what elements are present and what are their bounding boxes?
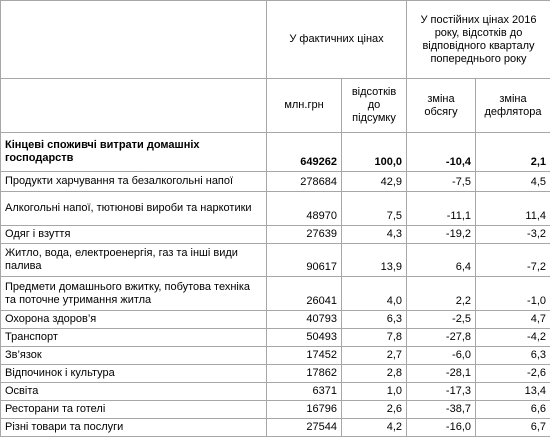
total-deflator: 2,1	[476, 133, 550, 172]
row-deflator: 6,3	[476, 347, 550, 365]
table-row	[1, 244, 550, 277]
table-row	[1, 329, 550, 347]
row-share: 42,9	[342, 172, 407, 192]
header-row-top	[1, 1, 550, 79]
row-volume: -2,5	[407, 311, 476, 329]
col-volume-header: зміна обсягу	[407, 79, 476, 133]
row-volume: -19,2	[407, 226, 476, 244]
row-label: Різні товари та послуги	[1, 419, 267, 437]
row-label: Охорона здоров’я	[1, 311, 267, 329]
table-row	[1, 311, 550, 329]
row-volume: -38,7	[407, 401, 476, 419]
table-row	[1, 277, 550, 311]
row-deflator: -4,2	[476, 329, 550, 347]
col-deflator-header: зміна дефлятора	[476, 79, 550, 133]
row-mln: 27639	[267, 226, 342, 244]
row-share: 2,8	[342, 365, 407, 383]
row-share: 6,3	[342, 311, 407, 329]
row-mln: 90617	[267, 244, 342, 277]
table-row	[1, 365, 550, 383]
row-deflator: 11,4	[476, 192, 550, 226]
row-volume: -6,0	[407, 347, 476, 365]
row-label: Транспорт	[1, 329, 267, 347]
row-label: Ресторани та готелі	[1, 401, 267, 419]
table-row	[1, 172, 550, 192]
actual-prices-header: У фактичних цінах	[267, 1, 407, 79]
row-label: Алкогольні напої, тютюнові вироби та наркотики	[1, 192, 267, 226]
corner-cell-sub	[1, 79, 267, 133]
row-mln: 48970	[267, 192, 342, 226]
row-mln: 6371	[267, 383, 342, 401]
total-volume: -10,4	[407, 133, 476, 172]
row-deflator: -2,6	[476, 365, 550, 383]
row-label: Предмети домашнього вжитку, побутова техніка та поточне утримання житла	[1, 277, 267, 311]
total-label: Кінцеві споживчі витрати домашніх господарств	[1, 133, 267, 172]
row-share: 2,6	[342, 401, 407, 419]
row-deflator: 4,5	[476, 172, 550, 192]
total-row	[1, 133, 550, 172]
corner-cell	[1, 1, 267, 79]
table-row	[1, 401, 550, 419]
row-label: Житло, вода, електроенергія, газ та інші види палива	[1, 244, 267, 277]
row-share: 4,2	[342, 419, 407, 437]
row-mln: 27544	[267, 419, 342, 437]
row-volume: -27,8	[407, 329, 476, 347]
row-deflator: -1,0	[476, 277, 550, 311]
row-share: 2,7	[342, 347, 407, 365]
row-volume: -28,1	[407, 365, 476, 383]
row-mln: 278684	[267, 172, 342, 192]
col-share-header: відсотків до підсумку	[342, 79, 407, 133]
table-row	[1, 419, 550, 437]
row-label: Одяг і взуття	[1, 226, 267, 244]
row-volume: 6,4	[407, 244, 476, 277]
row-share: 7,5	[342, 192, 407, 226]
table-row	[1, 226, 550, 244]
row-volume: -11,1	[407, 192, 476, 226]
total-mln: 649262	[267, 133, 342, 172]
row-deflator: -7,2	[476, 244, 550, 277]
row-mln: 50493	[267, 329, 342, 347]
row-deflator: 4,7	[476, 311, 550, 329]
constant-prices-header: У постійних цінах 2016 року, відсотків до відповідного кварталу попереднього року	[407, 1, 550, 79]
row-mln: 26041	[267, 277, 342, 311]
total-share: 100,0	[342, 133, 407, 172]
row-label: Зв’язок	[1, 347, 267, 365]
table-row	[1, 192, 550, 226]
row-deflator: 6,7	[476, 419, 550, 437]
row-mln: 17862	[267, 365, 342, 383]
row-mln: 17452	[267, 347, 342, 365]
row-volume: 2,2	[407, 277, 476, 311]
row-share: 4,3	[342, 226, 407, 244]
row-deflator: 6,6	[476, 401, 550, 419]
header-row-sub	[1, 79, 550, 133]
row-volume: -17,3	[407, 383, 476, 401]
row-mln: 16796	[267, 401, 342, 419]
row-deflator: 13,4	[476, 383, 550, 401]
row-volume: -7,5	[407, 172, 476, 192]
row-mln: 40793	[267, 311, 342, 329]
row-share: 1,0	[342, 383, 407, 401]
col-mln-header: млн.грн	[267, 79, 342, 133]
row-label: Продукти харчування та безалкогольні напої	[1, 172, 267, 192]
row-share: 4,0	[342, 277, 407, 311]
row-volume: -16,0	[407, 419, 476, 437]
row-share: 13,9	[342, 244, 407, 277]
row-label: Освіта	[1, 383, 267, 401]
row-deflator: -3,2	[476, 226, 550, 244]
table-row	[1, 383, 550, 401]
row-share: 7,8	[342, 329, 407, 347]
table-row	[1, 347, 550, 365]
row-label: Відпочинок і культура	[1, 365, 267, 383]
